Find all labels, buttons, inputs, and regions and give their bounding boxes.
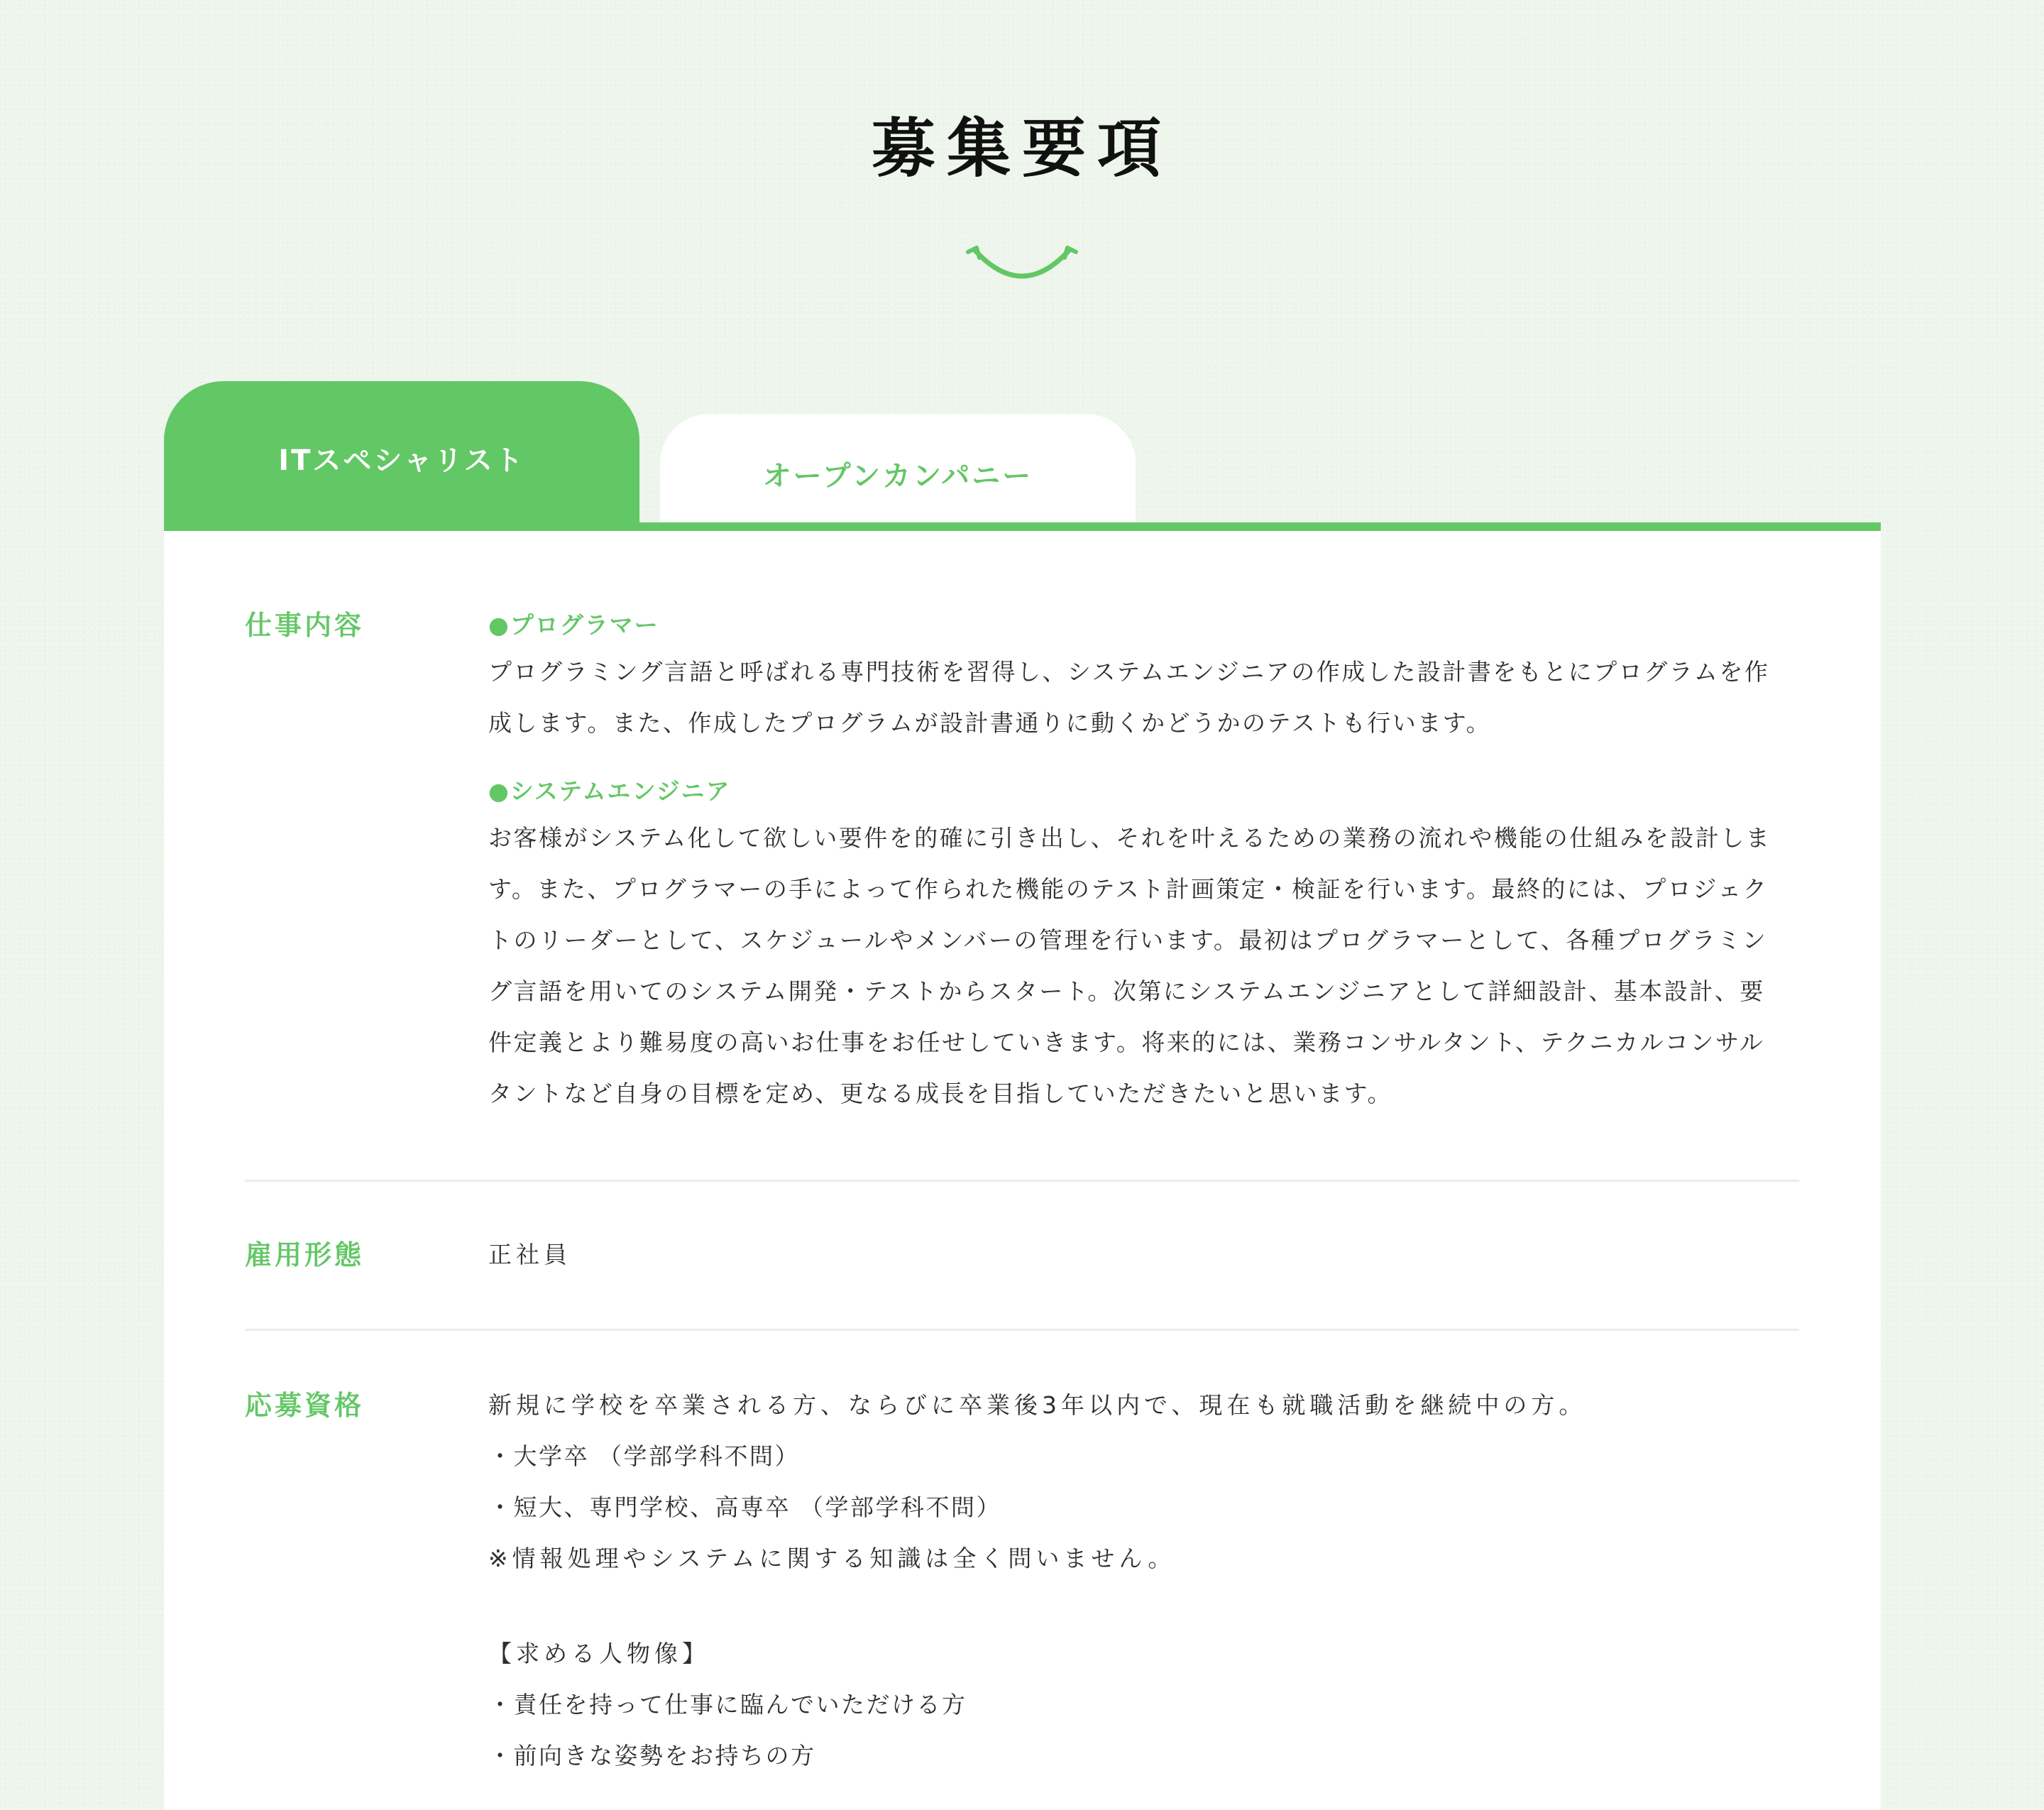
tab-label: ITスペシャリスト [278, 444, 525, 477]
text-line: 成します。また、作成したプログラムが設計書通りに動くかどうかのテストも行います。 [488, 709, 1492, 737]
text-line: トのリーダーとして、スケジュールやメンバーの管理を行います。最初はプログラマーとして、各種プログラミン [488, 926, 1768, 954]
recruitment-panel [164, 531, 1881, 1810]
tab-it-specialist[interactable] [164, 381, 639, 529]
page-title: 募集要項 [872, 111, 1172, 186]
text-line: ※情報処理やシステムに関する知識は全く問いません。 [488, 1545, 1176, 1572]
programmer-text [488, 647, 1787, 749]
tab-label: オープンカンパニー [762, 460, 1033, 493]
text-line: ・責任を持って仕事に臨んでいただける方 [488, 1691, 967, 1718]
job-description-label: 仕事内容 [245, 610, 365, 641]
text-line: グ言語を用いてのシステム開発・テストからスタート。次第にシステムエンジニアとして詳細設計、基本設計、要 [488, 977, 1765, 1005]
job-description-body [488, 604, 1787, 1119]
smile-arrow-icon [965, 238, 1079, 287]
employment-type-label: 雇用形態 [245, 1239, 365, 1271]
qualification-label: 応募資格 [245, 1390, 365, 1421]
employment-type-row [245, 1234, 1799, 1290]
text-line: 新規に学校を卒業される方、ならびに卒業後3年以内で、現在も就職活動を継続中の方。 [488, 1391, 1587, 1419]
employment-type-value [488, 1229, 1787, 1280]
text-line: タントなど自身の目標を定め、更なる成長を目指していただきたいと思います。 [488, 1080, 1393, 1107]
divider [245, 1180, 1799, 1182]
text-line: お客様がシステム化して欲しい要件を的確に引き出し、それを叶えるための業務の流れや機能の仕組みを設計しま [488, 824, 1771, 852]
text-line: 件定義とより難易度の高いお仕事をお任せしていきます。将来的には、業務コンサルタント、テクニカルコンサル [488, 1029, 1765, 1056]
engineer-text [488, 813, 1787, 1119]
text-line: す。また、プログラマーの手によって作られた機能のテスト計画策定・検証を行います。最終的には、プロジェク [488, 875, 1769, 903]
text-line: ・大学卒 （学部学科不問） [488, 1442, 800, 1470]
spacer [488, 1584, 1787, 1628]
programmer-heading: ●プログラマー [488, 611, 659, 639]
tab-underline [164, 522, 1881, 531]
qualification-row [245, 1384, 1799, 1810]
text-line: 正社員 [488, 1241, 571, 1268]
engineer-heading: ●システムエンジニア [488, 777, 731, 805]
text-line: ・前向きな姿勢をお持ちの方 [488, 1742, 816, 1770]
persona-heading: 【求める人物像】 [488, 1640, 710, 1667]
job-description-row [245, 604, 1799, 1107]
qualification-body [488, 1380, 1787, 1782]
text-line: ・短大、専門学校、高専卒 （学部学科不問） [488, 1493, 1001, 1521]
divider [245, 1329, 1799, 1331]
tab-open-company[interactable] [660, 414, 1136, 525]
text-line: プログラミング言語と呼ばれる専門技術を習得し、システムエンジニアの作成した設計書をもとにプログラムを作 [488, 658, 1770, 686]
